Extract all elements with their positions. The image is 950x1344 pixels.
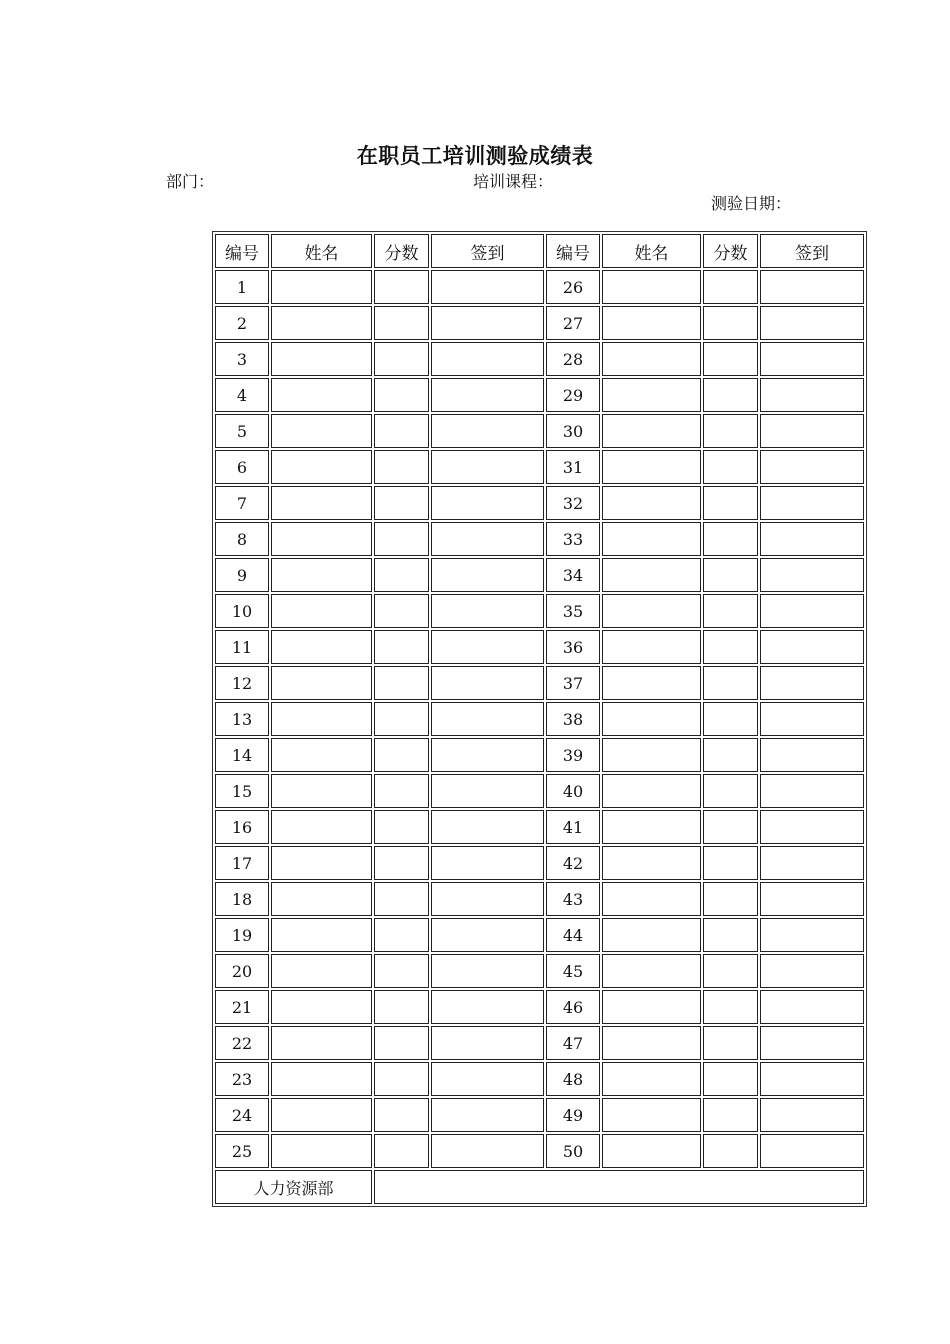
score-cell[interactable] [703, 846, 758, 880]
signin-cell[interactable] [760, 918, 864, 952]
table-header-row [215, 234, 864, 268]
name-cell[interactable] [602, 378, 701, 412]
score-cell[interactable] [703, 270, 758, 304]
table-row [215, 918, 864, 952]
name-cell[interactable] [602, 342, 701, 376]
score-cell[interactable] [374, 306, 429, 340]
table-row [215, 1098, 864, 1132]
name-cell[interactable] [602, 666, 701, 700]
row-number-cell: 49 [546, 1098, 600, 1132]
score-cell[interactable] [374, 774, 429, 808]
row-number-cell: 24 [215, 1098, 269, 1132]
signin-cell[interactable] [760, 342, 864, 376]
table-row [215, 342, 864, 376]
header-score-right: 分数 [703, 234, 758, 268]
name-cell[interactable] [271, 450, 372, 484]
score-cell[interactable] [374, 594, 429, 628]
score-cell[interactable] [703, 810, 758, 844]
signin-cell[interactable] [431, 522, 544, 556]
signin-cell[interactable] [760, 378, 864, 412]
table-row [215, 630, 864, 664]
score-cell[interactable] [703, 306, 758, 340]
score-cell[interactable] [703, 990, 758, 1024]
header-name-right: 姓名 [602, 234, 701, 268]
signin-cell[interactable] [760, 1026, 864, 1060]
signin-cell[interactable] [760, 594, 864, 628]
score-cell[interactable] [703, 918, 758, 952]
row-number-cell: 35 [546, 594, 600, 628]
signin-cell[interactable] [760, 846, 864, 880]
row-number-cell: 22 [215, 1026, 269, 1060]
row-number-cell: 46 [546, 990, 600, 1024]
signin-cell[interactable] [760, 882, 864, 916]
signin-cell[interactable] [431, 1134, 544, 1168]
score-cell[interactable] [703, 450, 758, 484]
score-cell[interactable] [703, 774, 758, 808]
score-cell[interactable] [703, 666, 758, 700]
row-number-cell: 5 [215, 414, 269, 448]
signin-cell[interactable] [760, 1062, 864, 1096]
row-number-cell: 19 [215, 918, 269, 952]
signin-cell[interactable] [760, 1134, 864, 1168]
name-cell[interactable] [602, 810, 701, 844]
row-number-cell: 34 [546, 558, 600, 592]
score-cell[interactable] [374, 990, 429, 1024]
signin-cell[interactable] [760, 1098, 864, 1132]
row-number-cell: 23 [215, 1062, 269, 1096]
name-cell[interactable] [602, 1134, 701, 1168]
score-cell[interactable] [374, 882, 429, 916]
signin-cell[interactable] [431, 666, 544, 700]
table-row [215, 882, 864, 916]
signin-cell[interactable] [760, 990, 864, 1024]
name-cell[interactable] [602, 954, 701, 988]
name-cell[interactable] [271, 918, 372, 952]
row-number-cell: 17 [215, 846, 269, 880]
score-cell[interactable] [374, 954, 429, 988]
score-cell[interactable] [374, 738, 429, 772]
row-number-cell: 50 [546, 1134, 600, 1168]
name-cell[interactable] [602, 558, 701, 592]
name-cell[interactable] [271, 846, 372, 880]
signin-cell[interactable] [760, 702, 864, 736]
row-number-cell: 11 [215, 630, 269, 664]
row-number-cell: 25 [215, 1134, 269, 1168]
row-number-cell: 12 [215, 666, 269, 700]
row-number-cell: 20 [215, 954, 269, 988]
table-row [215, 522, 864, 556]
name-cell[interactable] [602, 1098, 701, 1132]
name-cell[interactable] [271, 486, 372, 520]
row-number-cell: 36 [546, 630, 600, 664]
department-label: 部门： [166, 172, 215, 191]
signin-cell[interactable] [431, 810, 544, 844]
table-row [215, 270, 864, 304]
signin-cell[interactable] [431, 414, 544, 448]
course-label: 培训课程： [473, 172, 554, 191]
signin-cell[interactable] [431, 306, 544, 340]
name-cell[interactable] [602, 990, 701, 1024]
row-number-cell: 43 [546, 882, 600, 916]
signin-cell[interactable] [760, 630, 864, 664]
row-number-cell: 21 [215, 990, 269, 1024]
table-row [215, 378, 864, 412]
footer-hr-label: 人力资源部 [215, 1170, 372, 1204]
row-number-cell: 26 [546, 270, 600, 304]
signin-cell[interactable] [760, 666, 864, 700]
name-cell[interactable] [602, 882, 701, 916]
score-cell[interactable] [374, 846, 429, 880]
name-cell[interactable] [271, 774, 372, 808]
table-row [215, 666, 864, 700]
name-cell[interactable] [271, 414, 372, 448]
score-cell[interactable] [374, 1134, 429, 1168]
signin-cell[interactable] [760, 270, 864, 304]
name-cell[interactable] [602, 846, 701, 880]
signin-cell[interactable] [760, 306, 864, 340]
row-number-cell: 4 [215, 378, 269, 412]
score-cell[interactable] [703, 1134, 758, 1168]
score-cell[interactable] [374, 1026, 429, 1060]
test-date-label: 测验日期： [711, 194, 792, 213]
row-number-cell: 18 [215, 882, 269, 916]
score-cell[interactable] [703, 882, 758, 916]
row-number-cell: 47 [546, 1026, 600, 1060]
row-number-cell: 45 [546, 954, 600, 988]
table-row [215, 1062, 864, 1096]
table-row [215, 846, 864, 880]
table-row [215, 594, 864, 628]
name-cell[interactable] [602, 414, 701, 448]
row-number-cell: 2 [215, 306, 269, 340]
row-number-cell: 10 [215, 594, 269, 628]
row-number-cell: 29 [546, 378, 600, 412]
signin-cell[interactable] [431, 702, 544, 736]
name-cell[interactable] [271, 882, 372, 916]
score-cell[interactable] [374, 666, 429, 700]
table-row [215, 306, 864, 340]
row-number-cell: 44 [546, 918, 600, 952]
name-cell[interactable] [602, 450, 701, 484]
signin-cell[interactable] [760, 522, 864, 556]
name-cell[interactable] [271, 666, 372, 700]
table-row [215, 486, 864, 520]
row-number-cell: 30 [546, 414, 600, 448]
signin-cell[interactable] [431, 1026, 544, 1060]
signin-cell[interactable] [760, 810, 864, 844]
name-cell[interactable] [602, 774, 701, 808]
score-cell[interactable] [703, 1098, 758, 1132]
name-cell[interactable] [271, 1026, 372, 1060]
name-cell[interactable] [271, 954, 372, 988]
score-table [212, 231, 867, 1207]
name-cell[interactable] [271, 522, 372, 556]
header-signin: 签到 [431, 234, 544, 268]
score-cell[interactable] [703, 522, 758, 556]
signin-cell[interactable] [760, 414, 864, 448]
score-cell[interactable] [374, 450, 429, 484]
score-cell[interactable] [374, 522, 429, 556]
footer-hr-field[interactable] [374, 1170, 864, 1204]
signin-cell[interactable] [431, 450, 544, 484]
name-cell[interactable] [271, 594, 372, 628]
table-row [215, 450, 864, 484]
signin-cell[interactable] [760, 774, 864, 808]
score-cell[interactable] [703, 594, 758, 628]
score-cell[interactable] [703, 954, 758, 988]
signin-cell[interactable] [431, 558, 544, 592]
signin-cell[interactable] [760, 954, 864, 988]
score-cell[interactable] [374, 342, 429, 376]
name-cell[interactable] [271, 378, 372, 412]
signin-cell[interactable] [760, 558, 864, 592]
score-cell[interactable] [703, 414, 758, 448]
score-cell[interactable] [374, 378, 429, 412]
name-cell[interactable] [271, 810, 372, 844]
row-number-cell: 27 [546, 306, 600, 340]
name-cell[interactable] [271, 990, 372, 1024]
table-row [215, 990, 864, 1024]
row-number-cell: 3 [215, 342, 269, 376]
signin-cell[interactable] [760, 486, 864, 520]
name-cell[interactable] [602, 738, 701, 772]
score-cell[interactable] [374, 1098, 429, 1132]
signin-cell[interactable] [431, 378, 544, 412]
row-number-cell: 28 [546, 342, 600, 376]
name-cell[interactable] [602, 702, 701, 736]
name-cell[interactable] [271, 738, 372, 772]
row-number-cell: 16 [215, 810, 269, 844]
signin-cell[interactable] [431, 954, 544, 988]
signin-cell[interactable] [431, 846, 544, 880]
signin-cell[interactable] [431, 270, 544, 304]
row-number-cell: 6 [215, 450, 269, 484]
header-number: 编号 [215, 234, 269, 268]
row-number-cell: 38 [546, 702, 600, 736]
row-number-cell: 7 [215, 486, 269, 520]
score-cell[interactable] [374, 810, 429, 844]
score-cell[interactable] [374, 630, 429, 664]
name-cell[interactable] [602, 486, 701, 520]
signin-cell[interactable] [431, 630, 544, 664]
signin-cell[interactable] [431, 1062, 544, 1096]
row-number-cell: 8 [215, 522, 269, 556]
name-cell[interactable] [271, 630, 372, 664]
name-cell[interactable] [271, 1134, 372, 1168]
score-cell[interactable] [703, 738, 758, 772]
footer-row [215, 1170, 864, 1204]
row-number-cell: 9 [215, 558, 269, 592]
header-score: 分数 [374, 234, 429, 268]
signin-cell[interactable] [431, 774, 544, 808]
row-number-cell: 32 [546, 486, 600, 520]
header-number-right: 编号 [546, 234, 600, 268]
table-row [215, 414, 864, 448]
name-cell[interactable] [602, 630, 701, 664]
name-cell[interactable] [602, 918, 701, 952]
table-row [215, 558, 864, 592]
name-cell[interactable] [602, 1026, 701, 1060]
score-cell[interactable] [703, 1026, 758, 1060]
score-cell[interactable] [374, 1062, 429, 1096]
row-number-cell: 13 [215, 702, 269, 736]
signin-cell[interactable] [760, 450, 864, 484]
name-cell[interactable] [602, 522, 701, 556]
table-row [215, 1026, 864, 1060]
name-cell[interactable] [271, 270, 372, 304]
score-cell[interactable] [703, 342, 758, 376]
header-name: 姓名 [271, 234, 372, 268]
header-signin-right: 签到 [760, 234, 864, 268]
name-cell[interactable] [602, 306, 701, 340]
score-cell[interactable] [703, 702, 758, 736]
score-cell[interactable] [374, 702, 429, 736]
score-cell[interactable] [374, 486, 429, 520]
name-cell[interactable] [271, 702, 372, 736]
table-row [215, 738, 864, 772]
score-cell[interactable] [703, 378, 758, 412]
row-number-cell: 37 [546, 666, 600, 700]
row-number-cell: 41 [546, 810, 600, 844]
name-cell[interactable] [271, 1062, 372, 1096]
signin-cell[interactable] [431, 1098, 544, 1132]
score-cell[interactable] [374, 270, 429, 304]
name-cell[interactable] [602, 594, 701, 628]
score-cell[interactable] [703, 1062, 758, 1096]
name-cell[interactable] [271, 558, 372, 592]
score-cell[interactable] [703, 486, 758, 520]
signin-cell[interactable] [431, 918, 544, 952]
row-number-cell: 1 [215, 270, 269, 304]
row-number-cell: 33 [546, 522, 600, 556]
name-cell[interactable] [271, 306, 372, 340]
signin-cell[interactable] [431, 486, 544, 520]
row-number-cell: 48 [546, 1062, 600, 1096]
table-row [215, 774, 864, 808]
signin-cell[interactable] [431, 594, 544, 628]
page-title: 在职员工培训测验成绩表 [356, 143, 594, 168]
row-number-cell: 14 [215, 738, 269, 772]
score-cell[interactable] [374, 558, 429, 592]
name-cell[interactable] [602, 270, 701, 304]
row-number-cell: 39 [546, 738, 600, 772]
score-cell[interactable] [703, 630, 758, 664]
signin-cell[interactable] [431, 882, 544, 916]
name-cell[interactable] [271, 342, 372, 376]
table-row [215, 702, 864, 736]
row-number-cell: 31 [546, 450, 600, 484]
row-number-cell: 40 [546, 774, 600, 808]
signin-cell[interactable] [760, 738, 864, 772]
signin-cell[interactable] [431, 738, 544, 772]
row-number-cell: 42 [546, 846, 600, 880]
score-cell[interactable] [374, 414, 429, 448]
name-cell[interactable] [271, 1098, 372, 1132]
table-row [215, 954, 864, 988]
row-number-cell: 15 [215, 774, 269, 808]
signin-cell[interactable] [431, 342, 544, 376]
score-cell[interactable] [374, 918, 429, 952]
table-row [215, 1134, 864, 1168]
score-cell[interactable] [703, 558, 758, 592]
name-cell[interactable] [602, 1062, 701, 1096]
signin-cell[interactable] [431, 990, 544, 1024]
table-row [215, 810, 864, 844]
